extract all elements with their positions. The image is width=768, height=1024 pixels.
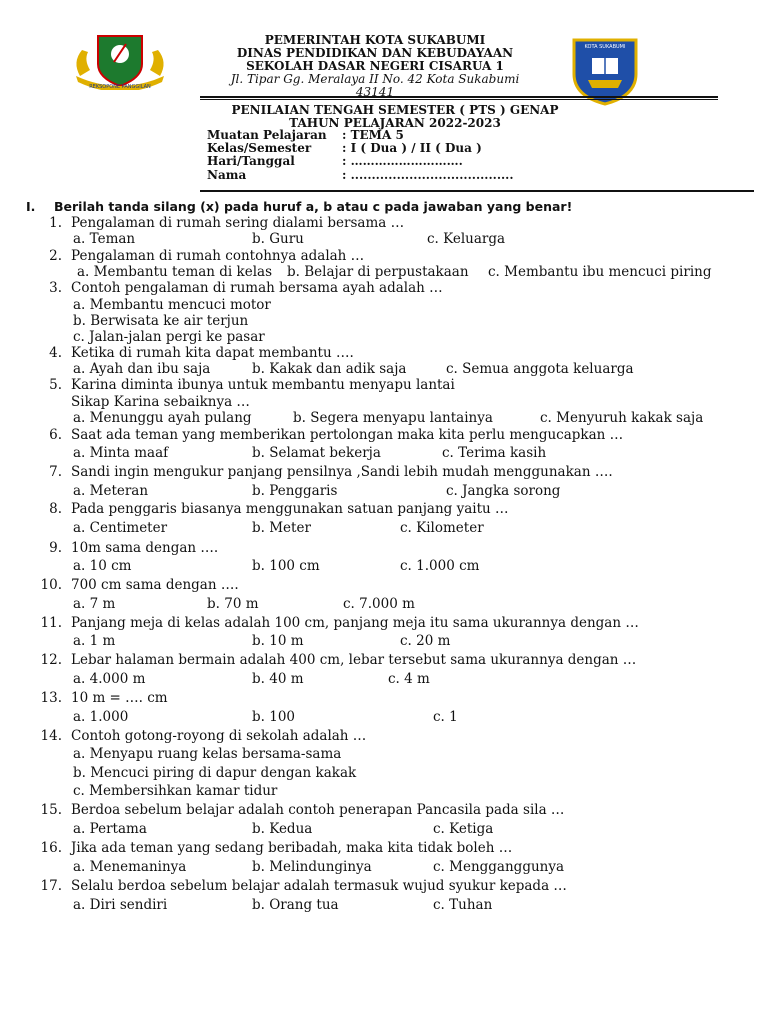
answer-option[interactable]: b. Penggaris [252,483,338,499]
answer-option[interactable]: a. Teman [73,231,136,247]
answer-option[interactable]: c. Semua anggota keluarga [446,361,634,377]
question-number: 11. [40,615,62,631]
answer-option[interactable]: b. Orang tua [252,897,339,913]
question-number: 6. [49,427,62,443]
answer-option[interactable]: a. Minta maaf [73,445,169,461]
question-text: 700 cm sama dengan …. [71,577,239,593]
question-text: Selalu berdoa sebelum belajar adalah termasuk wujud syukur kepada … [71,878,567,894]
answer-option[interactable]: b. 100 [252,709,295,725]
question-text: Panjang meja di kelas adalah 100 cm, panjang meja itu sama ukurannya dengan … [71,615,639,631]
answer-option[interactable]: b. 10 m [252,633,304,649]
answer-option[interactable]: b. Melindunginya [252,859,372,875]
info-label: Muatan Pelajaran [207,128,327,142]
section-number: I. [26,199,36,214]
answer-option[interactable]: a. 1 m [73,633,116,649]
answer-option[interactable]: b. Kedua [252,821,313,837]
answer-option[interactable]: a. 7 m [73,596,116,612]
question-number: 15. [40,802,62,818]
answer-option[interactable]: b. Kakak dan adik saja [252,361,407,377]
question-number: 5. [49,377,62,393]
question-text: Ketika di rumah kita dapat membantu …. [71,345,354,361]
answer-option[interactable]: c. 7.000 m [343,596,415,612]
answer-option[interactable]: c. Membersihkan kamar tidur [73,783,278,799]
question-text-continued: Sikap Karina sebaiknya … [71,394,250,410]
question-number: 8. [49,501,62,517]
question-text: Pengalaman di rumah sering dialami bersama … [71,215,405,231]
question-number: 9. [49,540,62,556]
question-number: 12. [40,652,62,668]
answer-option[interactable]: c. Jalan-jalan pergi ke pasar [73,329,265,345]
answer-option[interactable]: c. Tuhan [433,897,493,913]
question-text: Contoh gotong-royong di sekolah adalah … [71,728,367,744]
info-label: Hari/Tanggal [207,154,295,169]
question-number: 17. [40,878,62,894]
letterhead [0,0,768,120]
answer-option[interactable]: c. Membantu ibu mencuci piring [488,264,712,280]
answer-option[interactable]: c. Terima kasih [442,445,547,461]
question-text: Berdoa sebelum belajar adalah contoh penerapan Pancasila pada sila … [71,802,565,818]
info-value: : ………………………. [342,154,463,169]
header-divider-thin [200,99,718,100]
answer-option[interactable]: b. Selamat bekerja [252,445,381,461]
school-header [210,34,540,99]
question-text: Saat ada teman yang memberikan pertolongan maka kita perlu mengucapkan … [71,427,624,443]
answer-option[interactable]: a. Menunggu ayah pulang [73,410,252,426]
answer-option[interactable]: a. Meteran [73,483,149,499]
exam-info [207,129,514,182]
answer-option[interactable]: b. Segera menyapu lantainya [293,410,493,426]
info-value: : ....................................... [342,167,514,182]
right-logo-caption: KOTA SUKABUMI [584,44,626,50]
answer-option[interactable]: c. 4 m [388,671,430,687]
answer-option[interactable]: b. Berwisata ke air terjun [73,313,249,329]
question-number: 7. [49,464,62,480]
answer-option[interactable]: a. Pertama [73,821,147,837]
answer-option[interactable]: a. 10 cm [73,558,132,574]
question-text: 10 m = …. cm [71,690,168,706]
info-divider [200,190,754,192]
answer-option[interactable]: c. Kilometer [400,520,484,536]
header-line3: SEKOLAH DASAR NEGERI CISARUA 1 [246,59,504,73]
info-row [207,169,514,182]
answer-option[interactable]: a. Menemaninya [73,859,187,875]
answer-option[interactable]: b. Guru [252,231,304,247]
info-label: Kelas/Semester [207,141,312,156]
answer-option[interactable]: c. Keluarga [427,231,506,247]
answer-option[interactable]: a. Diri sendiri [73,897,168,913]
instruction-text: Berilah tanda silang (x) pada huruf a, b atau c pada jawaban yang benar! [54,199,573,214]
question-text: Pengalaman di rumah contohnya adalah … [71,248,365,264]
exam-title-line2: TAHUN PELAJARAN 2022-2023 [289,116,501,130]
answer-option[interactable]: c. 1.000 cm [400,558,480,574]
answer-option[interactable]: a. Ayah dan ibu saja [73,361,211,377]
question-text: Karina diminta ibunya untuk membantu menyapu lantai [71,377,455,393]
info-value: : TEMA 5 [342,128,404,142]
answer-option[interactable]: b. Mencuci piring di dapur dengan kakak [73,765,357,781]
answer-option[interactable]: b. 40 m [252,671,304,687]
exam-title-line1: PENILAIAN TENGAH SEMESTER ( PTS ) GENAP [231,103,559,117]
answer-option[interactable]: a. Centimeter [73,520,168,536]
question-text: 10m sama dengan …. [71,540,219,556]
info-row [207,155,514,168]
answer-option[interactable]: a. Membantu teman di kelas [77,264,273,280]
question-number: 14. [40,728,62,744]
question-text: Lebar halaman bermain adalah 400 cm, lebar tersebut sama ukurannya dengan … [71,652,637,668]
answer-option[interactable]: c. Jangka sorong [446,483,561,499]
answer-option[interactable]: c. Menyuruh kakak saja [540,410,704,426]
question-text: Pada penggaris biasanya menggunakan satuan panjang yaitu … [71,501,509,517]
header-line2: DINAS PENDIDIKAN DAN KEBUDAYAAN [236,46,514,60]
answer-option[interactable]: b. Meter [252,520,311,536]
sukabumi-city-emblem-icon [70,30,170,90]
question-text: Sandi ingin mengukur panjang pensilnya ,Sandi lebih mudah menggunakan …. [71,464,613,480]
answer-option[interactable]: c. 20 m [400,633,451,649]
left-logo-caption: REKSOPONE PANGGILAN [89,84,151,90]
answer-option[interactable]: b. 100 cm [252,558,320,574]
section-instruction [26,199,572,214]
answer-option[interactable]: c. Mengganggunya [433,859,565,875]
answer-option[interactable]: b. 70 m [207,596,259,612]
question-number: 3. [49,280,62,296]
question-text: Jika ada teman yang sedang beribadah, maka kita tidak boleh … [71,840,513,856]
header-line1: PEMERINTAH KOTA SUKABUMI [264,33,486,47]
answer-option[interactable]: a. Membantu mencuci motor [73,297,271,313]
question-number: 1. [49,215,62,231]
info-value: : I ( Dua ) / II ( Dua ) [342,141,482,156]
info-label: Nama [207,167,247,182]
answer-option[interactable]: c. 1 [433,709,458,725]
exam-title [200,104,590,130]
question-number: 16. [40,840,62,856]
answer-option[interactable]: a. Menyapu ruang kelas bersama-sama [73,746,342,762]
school-address: Jl. Tipar Gg. Meralaya II No. 42 Kota Sukabumi 43141 [230,72,520,99]
answer-option[interactable]: a. 1.000 [73,709,129,725]
question-text: Contoh pengalaman di rumah bersama ayah adalah … [71,280,443,296]
answer-option[interactable]: c. Ketiga [433,821,494,837]
header-divider-thick [200,96,718,98]
question-number: 2. [49,248,62,264]
answer-option[interactable]: b. Belajar di perpustakaan [287,264,469,280]
question-number: 13. [40,690,62,706]
question-number: 4. [49,345,62,361]
answer-option[interactable]: a. 4.000 m [73,671,146,687]
question-number: 10. [40,577,62,593]
